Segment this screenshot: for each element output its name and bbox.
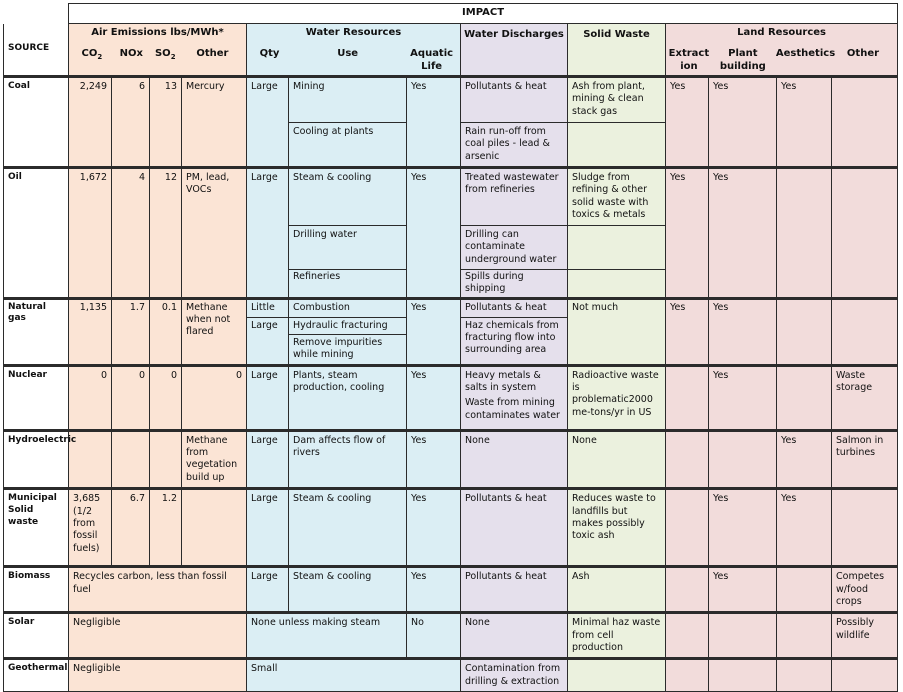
hydro-aquatic: Yes xyxy=(407,430,461,488)
coal-solid-waste-blank xyxy=(568,123,666,168)
gas-qty-2: Large xyxy=(247,317,289,365)
hydro-plant-building xyxy=(709,430,777,488)
gas-so2: 0.1 xyxy=(150,298,182,365)
oil-solid-waste: Sludge from refining & other solid waste with toxics & metals xyxy=(568,168,666,226)
table-row-geothermal xyxy=(4,659,898,692)
gas-aesthetics xyxy=(777,298,832,365)
oil-aquatic: Yes xyxy=(407,168,461,299)
oil-solid-waste-blank-1 xyxy=(568,226,666,270)
extraction-header: Extract ion xyxy=(668,48,710,72)
oil-use-2: Drilling water xyxy=(289,226,407,270)
msw-aesthetics: Yes xyxy=(777,489,832,567)
co2-header-text: CO xyxy=(81,48,98,59)
solar-plant-building xyxy=(709,613,777,659)
energy-impact-table xyxy=(3,3,898,692)
gas-discharge-1: Pollutants & heat xyxy=(461,298,568,317)
gas-discharge-2: Haz chemicals from fracturing flow into surrounding area xyxy=(461,317,568,365)
nuclear-discharge-2: Waste from mining contaminates water xyxy=(465,397,560,421)
msw-plant-building: Yes xyxy=(709,489,777,567)
header-row-impact xyxy=(4,4,898,24)
corner-blank xyxy=(4,4,69,24)
coal-nox: 6 xyxy=(112,77,150,168)
table-row-municipal-solid-waste xyxy=(4,489,898,567)
co2-header-sub: 2 xyxy=(97,53,103,61)
plant-building-header: Plant building xyxy=(719,48,766,72)
nuclear-co2: 0 xyxy=(69,365,112,430)
oil-use-3: Refineries xyxy=(289,270,407,299)
source-municipal-solid-waste: Municipal Solid waste xyxy=(4,489,69,567)
coal-use-1: Mining xyxy=(289,77,407,123)
land-resources-group xyxy=(666,24,898,77)
biomass-land-other: Competes w/food crops xyxy=(832,567,898,613)
oil-extraction: Yes xyxy=(666,168,709,299)
geo-extraction xyxy=(666,659,709,692)
oil-so2: 12 xyxy=(150,168,182,299)
biomass-extraction xyxy=(666,567,709,613)
aesthetics-header: Aesthetics xyxy=(775,48,836,59)
table-row-solar xyxy=(4,613,898,659)
geo-water: Small xyxy=(247,659,461,692)
biomass-aquatic: Yes xyxy=(407,567,461,613)
msw-extraction xyxy=(666,489,709,567)
hydro-use: Dam affects flow of rivers xyxy=(289,430,407,488)
table-row-coal xyxy=(4,77,898,123)
geo-plant-building xyxy=(709,659,777,692)
land-other-header: Other xyxy=(846,48,880,59)
nuclear-other: 0 xyxy=(182,365,247,430)
msw-land-other xyxy=(832,489,898,567)
so2-header xyxy=(150,47,181,62)
source-hydroelectric: Hydroelectric xyxy=(4,430,69,488)
geo-solid-waste xyxy=(568,659,666,692)
so2-header-text: SO xyxy=(154,48,171,59)
oil-qty: Large xyxy=(247,168,289,299)
air-emissions-title: Air Emissions lbs/MWh* xyxy=(91,27,224,38)
oil-other: PM, lead, VOCs xyxy=(182,168,247,299)
biomass-aesthetics xyxy=(777,567,832,613)
nuclear-qty: Large xyxy=(247,365,289,430)
gas-extraction: Yes xyxy=(666,298,709,365)
table-row-oil xyxy=(4,168,898,226)
gas-plant-building: Yes xyxy=(709,298,777,365)
oil-use-1: Steam & cooling xyxy=(289,168,407,226)
geo-land-other xyxy=(832,659,898,692)
source-header: SOURCE xyxy=(4,24,69,77)
water-resources-title: Water Resources xyxy=(305,27,402,38)
source-biomass: Biomass xyxy=(4,567,69,613)
hydro-extraction xyxy=(666,430,709,488)
qty-header: Qty xyxy=(259,48,280,59)
coal-land-other xyxy=(832,77,898,168)
coal-extraction: Yes xyxy=(666,77,709,168)
use-header: Use xyxy=(337,48,359,59)
biomass-use: Steam & cooling xyxy=(289,567,407,613)
nuclear-plant-building: Yes xyxy=(709,365,777,430)
hydro-land-other: Salmon in turbines xyxy=(832,430,898,488)
solar-extraction xyxy=(666,613,709,659)
air-emissions-group xyxy=(69,24,247,77)
oil-discharge-2: Drilling can contaminate underground water xyxy=(461,226,568,270)
source-coal: Coal xyxy=(4,77,69,168)
oil-co2: 1,672 xyxy=(69,168,112,299)
nox-header: NOx xyxy=(119,48,143,59)
coal-aesthetics: Yes xyxy=(777,77,832,168)
co2-header xyxy=(71,47,113,62)
biomass-qty: Large xyxy=(247,567,289,613)
hydro-discharge: None xyxy=(461,430,568,488)
nuclear-discharge-1: Heavy metals & salts in system xyxy=(465,369,541,394)
solar-water: None unless making steam xyxy=(247,613,407,659)
solar-discharge: None xyxy=(461,613,568,659)
solid-waste-header: Solid Waste xyxy=(568,24,666,77)
nuclear-use: Plants, steam production, cooling xyxy=(289,365,407,430)
geo-discharge: Contamination from drilling & extraction xyxy=(461,659,568,692)
hydro-nox xyxy=(112,430,150,488)
gas-other: Methane when not flared xyxy=(182,298,247,365)
hydro-solid-waste: None xyxy=(568,430,666,488)
geo-air: Negligible xyxy=(69,659,247,692)
hydro-qty: Large xyxy=(247,430,289,488)
land-resources-title: Land Resources xyxy=(737,27,826,38)
air-subheaders xyxy=(71,47,244,62)
msw-so2: 1.2 xyxy=(150,489,182,567)
msw-solid-waste: Reduces waste to landfills but makes possibly toxic ash xyxy=(568,489,666,567)
oil-discharge-3: Spills during shipping xyxy=(461,270,568,299)
aquatic-life-header: Aquatic Life xyxy=(410,48,454,72)
nuclear-discharge xyxy=(461,365,568,430)
msw-nox: 6.7 xyxy=(112,489,150,567)
biomass-air: Recycles carbon, less than fossil fuel xyxy=(69,567,247,613)
coal-so2: 13 xyxy=(150,77,182,168)
coal-qty: Large xyxy=(247,77,289,168)
msw-use: Steam & cooling xyxy=(289,489,407,567)
gas-use-3: Remove impurities while mining xyxy=(289,335,407,366)
nuclear-land-other: Waste storage xyxy=(832,365,898,430)
source-oil: Oil xyxy=(4,168,69,299)
solar-solid-waste: Minimal haz waste from cell production xyxy=(568,613,666,659)
gas-co2: 1,135 xyxy=(69,298,112,365)
air-other-header: Other xyxy=(196,48,229,59)
water-resources-group xyxy=(247,24,461,77)
msw-co2: 3,685 (1/2 from fossil fuels) xyxy=(69,489,112,567)
table-row-biomass xyxy=(4,567,898,613)
water-discharges-header: Water Discharges xyxy=(461,24,568,77)
hydro-so2 xyxy=(150,430,182,488)
header-row-categories xyxy=(4,24,898,77)
msw-discharge: Pollutants & heat xyxy=(461,489,568,567)
source-natural-gas: Natural gas xyxy=(4,298,69,365)
gas-nox: 1.7 xyxy=(112,298,150,365)
coal-discharge-1: Pollutants & heat xyxy=(461,77,568,123)
oil-discharge-1: Treated wastewater from refineries xyxy=(461,168,568,226)
gas-use-1: Combustion xyxy=(289,298,407,317)
so2-header-sub: 2 xyxy=(170,53,176,61)
nuclear-solid-waste: Radioactive waste is problematic2000 me-tons/yr in US xyxy=(568,365,666,430)
msw-qty: Large xyxy=(247,489,289,567)
nuclear-aesthetics xyxy=(777,365,832,430)
oil-solid-waste-blank-2 xyxy=(568,270,666,299)
msw-other xyxy=(182,489,247,567)
hydro-other: Methane from vegetation build up xyxy=(182,430,247,488)
water-subheaders xyxy=(249,47,458,73)
gas-aquatic: Yes xyxy=(407,298,461,365)
oil-plant-building: Yes xyxy=(709,168,777,299)
impact-header: IMPACT xyxy=(69,4,898,24)
msw-aquatic: Yes xyxy=(407,489,461,567)
nuclear-aquatic: Yes xyxy=(407,365,461,430)
oil-nox: 4 xyxy=(112,168,150,299)
energy-impact-table-container xyxy=(3,3,898,692)
source-solar: Solar xyxy=(4,613,69,659)
table-row-natural-gas xyxy=(4,298,898,317)
gas-solid-waste: Not much xyxy=(568,298,666,365)
coal-discharge-2: Rain run-off from coal piles - lead & arsenic xyxy=(461,123,568,168)
gas-use-2: Hydraulic fracturing xyxy=(289,317,407,334)
table-row-hydroelectric xyxy=(4,430,898,488)
oil-aesthetics xyxy=(777,168,832,299)
oil-land-other xyxy=(832,168,898,299)
nuclear-so2: 0 xyxy=(150,365,182,430)
coal-aquatic: Yes xyxy=(407,77,461,168)
biomass-solid-waste: Ash xyxy=(568,567,666,613)
coal-solid-waste: Ash from plant, mining & clean stack gas xyxy=(568,77,666,123)
solar-aquatic: No xyxy=(407,613,461,659)
solar-aesthetics xyxy=(777,613,832,659)
coal-use-2: Cooling at plants xyxy=(289,123,407,168)
coal-other: Mercury xyxy=(182,77,247,168)
source-geothermal: Geothermal xyxy=(4,659,69,692)
table-row-nuclear xyxy=(4,365,898,430)
nuclear-extraction xyxy=(666,365,709,430)
gas-land-other xyxy=(832,298,898,365)
gas-qty-1: Little xyxy=(247,298,289,317)
solar-land-other: Possibly wildlife xyxy=(832,613,898,659)
nuclear-nox: 0 xyxy=(112,365,150,430)
hydro-aesthetics: Yes xyxy=(777,430,832,488)
coal-plant-building: Yes xyxy=(709,77,777,168)
coal-co2: 2,249 xyxy=(69,77,112,168)
biomass-plant-building: Yes xyxy=(709,567,777,613)
land-subheaders xyxy=(668,47,895,73)
biomass-discharge: Pollutants & heat xyxy=(461,567,568,613)
solar-air: Negligible xyxy=(69,613,247,659)
geo-aesthetics xyxy=(777,659,832,692)
source-nuclear: Nuclear xyxy=(4,365,69,430)
